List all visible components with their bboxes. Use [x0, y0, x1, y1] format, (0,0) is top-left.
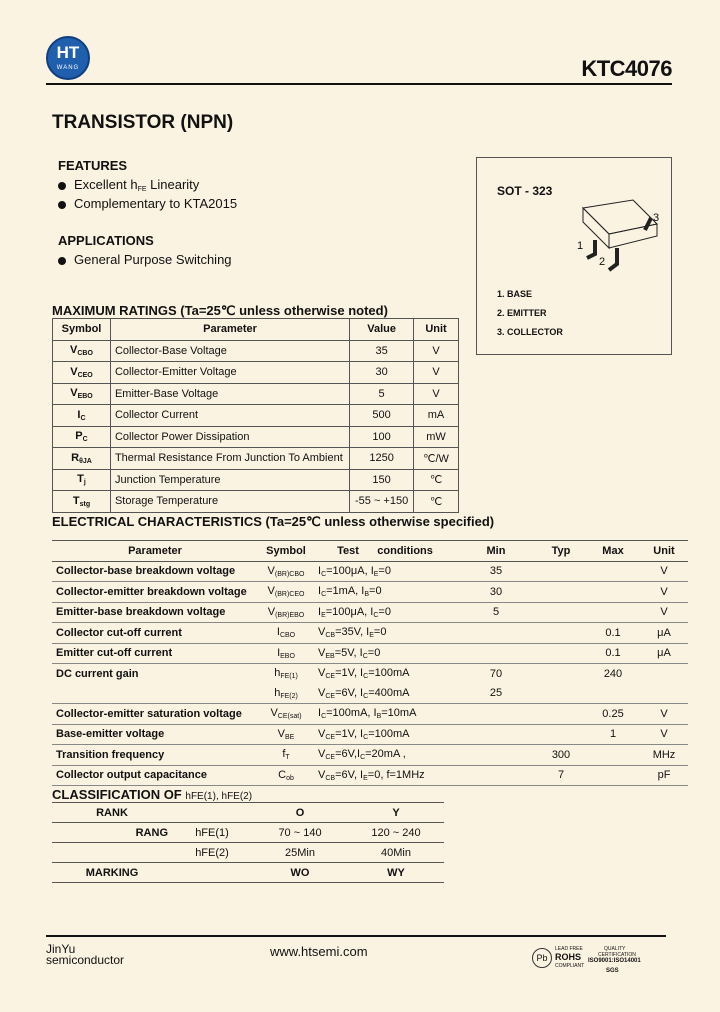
symbol-cell: $I_{EBO}$: [277, 646, 295, 660]
value-cell: 35: [350, 340, 414, 362]
parameter-cell: [52, 684, 258, 704]
value-cell: -55 ~ +150: [350, 491, 414, 513]
condition-cell: $I_C=100mA$, $I_B=10mA$: [318, 707, 417, 721]
table-header-row: [52, 541, 688, 562]
table-row: [53, 405, 459, 427]
rank-o: O: [295, 806, 305, 819]
min-cell: [456, 623, 536, 644]
table-row: [53, 426, 459, 448]
hfe2-label: hFE(2): [195, 846, 229, 859]
marking-o: WO: [290, 866, 310, 879]
parameter-cell: Emitter cut-off current: [56, 647, 173, 660]
bullet-icon: [58, 257, 66, 265]
parameter-cell: Collector cut-off current: [56, 626, 182, 639]
value-cell: 150: [350, 469, 414, 491]
company-logo: [46, 36, 90, 80]
cert-leadfree: LEAD FREE: [555, 946, 583, 952]
table-row: [52, 602, 688, 623]
table-row: [52, 724, 688, 745]
cert-certification: CERTIFICATION: [598, 952, 636, 958]
hfe2-o: 25Min: [285, 846, 315, 859]
parameter-cell: Collector-base breakdown voltage: [56, 565, 236, 578]
max-cell: [586, 745, 640, 766]
unit-cell: V: [660, 707, 668, 720]
unit-cell: pF: [657, 769, 671, 782]
marking-y: WY: [387, 866, 405, 879]
electrical-table: [52, 540, 688, 786]
max-ratings-table: [52, 318, 459, 513]
cert-iso: ISO9001:ISO14001: [588, 958, 641, 964]
condition-cell: $V_{CB}=35V$, $I_E=0$: [318, 626, 387, 640]
col-unit: Unit: [640, 541, 688, 562]
typ-cell: [536, 643, 586, 664]
unit-cell: [640, 664, 688, 684]
parameter-cell: DC current gain: [56, 667, 139, 680]
hfe2-y: 40Min: [381, 846, 411, 859]
typ-cell: [536, 684, 586, 704]
symbol-cell: $R_{\theta JA}$: [53, 448, 111, 470]
value-cell: 500: [350, 405, 414, 427]
unit-cell: μA: [657, 647, 671, 660]
rank-label: RANK: [96, 806, 128, 819]
hfe1-o: 70 ~ 140: [278, 826, 322, 839]
min-cell: 35: [489, 565, 503, 578]
table-row: [52, 561, 688, 582]
col-conditions: Test conditions: [314, 541, 456, 562]
sot323-package-drawing: [573, 196, 665, 280]
parameter-cell: Junction Temperature: [110, 469, 349, 491]
rang-label: RANG: [135, 826, 168, 839]
parameter-cell: Collector-Base Voltage: [110, 340, 349, 362]
min-cell: [456, 704, 536, 725]
condition-cell: $V_{CE}=6V$, $I_C=400mA$: [318, 686, 410, 700]
symbol-cell: $V_{(BR)CEO}$: [267, 585, 305, 599]
feature-item: Excellent $h_{FE}$ Linearity: [58, 177, 199, 193]
symbol-cell: $V_{CEO}$: [53, 362, 111, 384]
symbol-cell: $P_C$: [53, 426, 111, 448]
cert-sgs: SGS: [606, 968, 619, 974]
typ-cell: [536, 664, 586, 684]
symbol-cell: $h_{FE(1)}$: [274, 667, 298, 681]
table-row: [52, 623, 688, 644]
header-divider: [46, 83, 672, 85]
table-row: [52, 745, 688, 766]
min-cell: [456, 643, 536, 664]
unit-cell: MHz: [652, 748, 676, 761]
value-cell: 30: [350, 362, 414, 384]
col-symbol: Symbol: [53, 319, 111, 341]
col-min: Min: [456, 541, 536, 562]
parameter-cell: Collector output capacitance: [56, 769, 207, 782]
table-row: [52, 664, 688, 684]
typ-cell: 7: [557, 769, 565, 782]
applications-heading: APPLICATIONS: [58, 233, 154, 248]
min-cell: 30: [489, 585, 503, 598]
unit-cell: mA: [414, 405, 459, 427]
footer-company-2: semiconductor: [46, 953, 125, 967]
parameter-cell: Collector-emitter breakdown voltage: [56, 585, 247, 598]
max-cell: [586, 765, 640, 786]
symbol-cell: $V_{(BR)EBO}$: [267, 605, 305, 619]
table-row: [52, 643, 688, 664]
min-cell: [456, 765, 536, 786]
table-header-row: [53, 319, 459, 341]
unit-cell: V: [660, 606, 668, 619]
unit-cell: V: [660, 565, 668, 578]
symbol-cell: $f_T$: [282, 748, 290, 762]
min-cell: 25: [489, 687, 503, 700]
hfe1-label: hFE(1): [195, 826, 229, 839]
footer-company-1: JinYu: [46, 942, 76, 956]
typ-cell: [536, 724, 586, 745]
max-cell: 0.1: [605, 647, 621, 660]
pin-desc-base: 1. BASE: [497, 289, 533, 299]
bullet-icon: [58, 201, 66, 209]
cert-quality: QUALITY: [604, 946, 626, 952]
typ-cell: [536, 582, 586, 603]
logo-text: HT: [56, 43, 80, 62]
classification-table: [52, 802, 444, 883]
max-cell: [586, 602, 640, 623]
parameter-cell: Emitter-Base Voltage: [110, 383, 349, 405]
rank-y: Y: [392, 806, 400, 819]
parameter-cell: Thermal Resistance From Junction To Ambient: [110, 448, 349, 470]
max-cell: 0.1: [605, 626, 621, 639]
unit-cell: V: [414, 340, 459, 362]
value-cell: 1250: [350, 448, 414, 470]
value-cell: 5: [350, 383, 414, 405]
table-row: [53, 448, 459, 470]
features-heading: FEATURES: [58, 158, 128, 173]
table-row: [52, 863, 444, 883]
symbol-cell: $T_{stg}$: [53, 491, 111, 513]
col-parameter: Parameter: [110, 319, 349, 341]
condition-cell: $I_E=100\mu A$, $I_C=0$: [318, 605, 391, 619]
unit-cell: ℃: [414, 469, 459, 491]
max-ratings-heading: MAXIMUM RATINGS (Ta=25℃ unless otherwise noted): [52, 303, 388, 318]
feature-item: Complementary to KTA2015: [58, 196, 237, 211]
max-cell: 240: [603, 667, 623, 680]
condition-cell: $V_{EB}=5V$, $I_C=0$: [318, 646, 381, 660]
parameter-cell: Collector Power Dissipation: [110, 426, 349, 448]
condition-cell: $I_C=100\mu A$, $I_E=0$: [318, 564, 391, 578]
max-cell: [586, 561, 640, 582]
symbol-cell: $I_{CBO}$: [276, 626, 296, 640]
bullet-icon: [58, 182, 66, 190]
pb-free-icon: Pb: [532, 948, 552, 968]
table-row: [52, 765, 688, 786]
symbol-cell: $V_{(BR)CBO}$: [267, 564, 305, 578]
application-item: General Purpose Switching: [58, 252, 232, 267]
table-row: [52, 582, 688, 603]
table-row: [52, 704, 688, 725]
part-number: KTC4076: [581, 56, 672, 81]
max-cell: 1: [609, 728, 617, 741]
symbol-cell: $C_{ob}$: [278, 768, 294, 782]
col-typ: Typ: [536, 541, 586, 562]
parameter-cell: Transition frequency: [56, 748, 165, 761]
table-row: [52, 803, 444, 823]
unit-cell: V: [414, 362, 459, 384]
min-cell: 70: [489, 667, 503, 680]
typ-cell: [536, 561, 586, 582]
typ-cell: 300: [551, 748, 571, 761]
min-cell: 5: [492, 606, 500, 619]
condition-cell: $I_C=1mA$, $I_B=0$: [318, 585, 382, 599]
table-row: [53, 340, 459, 362]
condition-cell: $V_{CE}=1V$, $I_C=100mA$: [318, 667, 410, 681]
unit-cell: V: [660, 728, 668, 741]
parameter-cell: Storage Temperature: [110, 491, 349, 513]
pin-3-label: 3: [653, 212, 660, 224]
table-row: [53, 383, 459, 405]
cert-compliant: COMPLIANT: [555, 963, 585, 969]
footer-website[interactable]: www.htsemi.com: [270, 944, 368, 959]
cert-rohs: ROHS: [555, 952, 582, 962]
pin-2-label: 2: [599, 256, 606, 268]
symbol-cell: $V_{EBO}$: [53, 383, 111, 405]
min-cell: [456, 745, 536, 766]
logo-subtext: WANG: [56, 65, 80, 71]
package-name: SOT - 323: [497, 184, 553, 198]
parameter-cell: Collector Current: [110, 405, 349, 427]
package-box: [476, 157, 672, 355]
electrical-heading: ELECTRICAL CHARACTERISTICS (Ta=25℃ unless otherwise specified): [52, 514, 495, 529]
symbol-cell: $V_{CBO}$: [53, 340, 111, 362]
condition-cell: $V_{CB}=6V$, $I_E=0$, f=1MHz: [318, 768, 425, 782]
symbol-cell: $I_C$: [53, 405, 111, 427]
unit-cell: V: [660, 585, 668, 598]
table-row: [52, 823, 444, 843]
table-row: [53, 469, 459, 491]
typ-cell: [536, 704, 586, 725]
min-cell: [456, 724, 536, 745]
table-row: [52, 843, 444, 863]
unit-cell: mW: [414, 426, 459, 448]
marking-label: MARKING: [85, 866, 139, 879]
table-row: [53, 362, 459, 384]
symbol-cell: $h_{FE(2)}$: [274, 686, 298, 700]
col-unit: Unit: [414, 319, 459, 341]
unit-cell: ℃: [414, 491, 459, 513]
parameter-cell: Base-emitter voltage: [56, 728, 165, 741]
classification-heading: CLASSIFICATION OF hFE(1), hFE(2): [52, 787, 253, 802]
symbol-cell: $V_{BE}$: [277, 727, 295, 741]
parameter-cell: Emitter-base breakdown voltage: [56, 606, 226, 619]
condition-cell: $V_{CE}=1V$, $I_C=100mA$: [318, 727, 410, 741]
symbol-cell: $T_j$: [53, 469, 111, 491]
unit-cell: ℃/W: [414, 448, 459, 470]
pin-1-label: 1: [577, 240, 584, 252]
footer-divider: [46, 935, 666, 937]
col-symbol: Symbol: [258, 541, 314, 562]
table-row: [53, 491, 459, 513]
hfe1-y: 120 ~ 240: [371, 826, 421, 839]
max-cell: [586, 684, 640, 704]
max-cell: [586, 582, 640, 603]
typ-cell: [536, 602, 586, 623]
table-row: [52, 684, 688, 704]
parameter-cell: Collector-Emitter Voltage: [110, 362, 349, 384]
value-cell: 100: [350, 426, 414, 448]
typ-cell: [536, 623, 586, 644]
symbol-cell: $V_{CE(sat)}$: [270, 707, 302, 721]
pin-desc-collector: 3. COLLECTOR: [497, 327, 563, 337]
pin-desc-emitter: 2. EMITTER: [497, 308, 547, 318]
parameter-cell: Collector-emitter saturation voltage: [56, 707, 242, 720]
col-max: Max: [586, 541, 640, 562]
col-value: Value: [350, 319, 414, 341]
col-parameter: Parameter: [52, 541, 258, 562]
page-title: TRANSISTOR (NPN): [52, 112, 234, 133]
unit-cell: [640, 684, 688, 704]
unit-cell: μA: [657, 626, 671, 639]
unit-cell: V: [414, 383, 459, 405]
condition-cell: $V_{CE}=6V,I_C=20mA$ ,: [318, 748, 406, 762]
max-cell: 0.25: [602, 707, 624, 720]
